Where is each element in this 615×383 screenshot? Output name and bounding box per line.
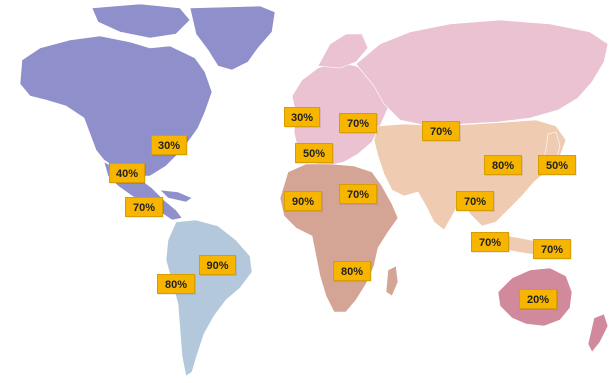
label-brazil-south: 80% xyxy=(157,274,195,294)
label-papua: 70% xyxy=(533,239,571,259)
label-china: 80% xyxy=(484,155,522,175)
label-usa-west: 40% xyxy=(109,163,145,183)
label-australia: 20% xyxy=(519,289,557,309)
label-japan: 50% xyxy=(538,155,576,175)
north-america xyxy=(20,36,212,176)
asia xyxy=(374,120,566,230)
label-indonesia: 70% xyxy=(471,232,509,252)
label-usa-east: 30% xyxy=(151,135,187,155)
label-northwest-europe: 30% xyxy=(284,107,320,127)
russia xyxy=(356,20,608,126)
label-north-africa: 70% xyxy=(339,184,377,204)
label-brazil-north: 90% xyxy=(199,255,236,275)
label-mexico: 70% xyxy=(125,197,163,217)
caribbean xyxy=(160,190,192,202)
south-america xyxy=(166,220,252,376)
madagascar xyxy=(386,266,398,296)
new-zealand xyxy=(588,314,608,352)
arctic-islands xyxy=(92,4,190,38)
label-south-europe: 50% xyxy=(295,143,333,163)
label-east-europe: 70% xyxy=(339,113,377,133)
label-central-asia: 70% xyxy=(422,121,460,141)
label-india-southeast: 70% xyxy=(456,191,494,211)
greenland xyxy=(190,6,275,70)
label-west-africa: 90% xyxy=(284,191,322,211)
label-southern-africa: 80% xyxy=(333,261,371,281)
